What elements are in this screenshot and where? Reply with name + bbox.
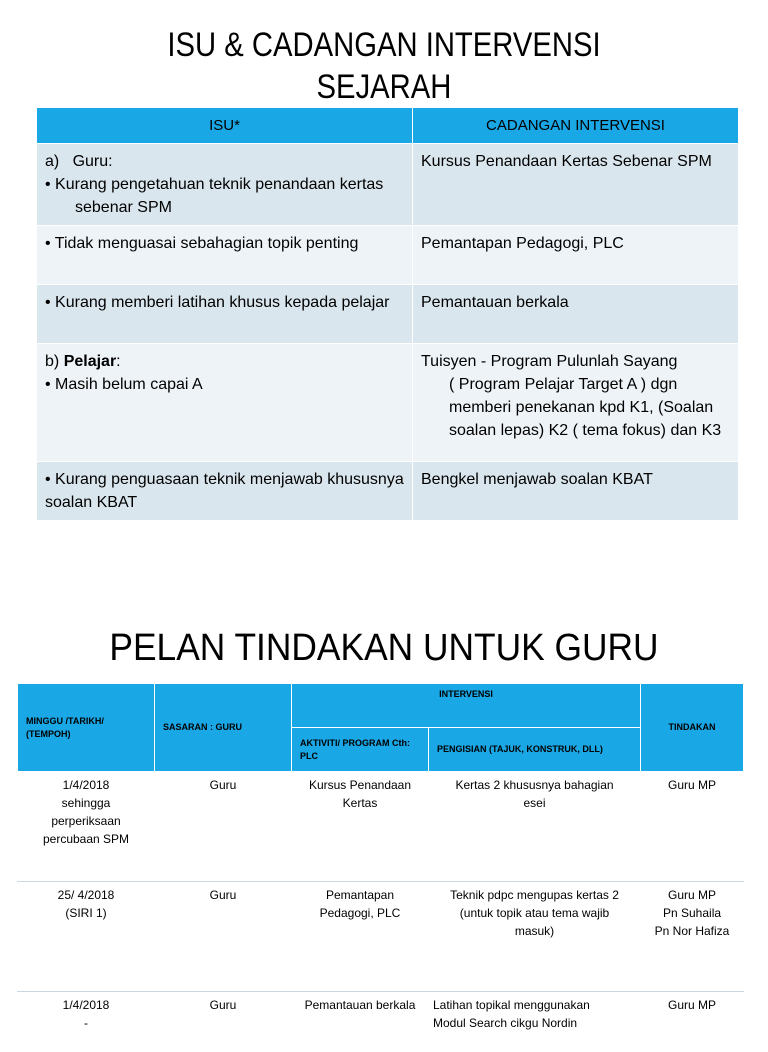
isu-cell bbox=[37, 344, 413, 462]
cell-minggu: 25/ 4/2018 (SIRI 1) bbox=[18, 882, 155, 992]
header-pengisian: PENGISIAN (TAJUK, KONSTRUK, DLL) bbox=[429, 728, 641, 772]
cell-aktiviti: Pemantapan Pedagogi, PLC bbox=[292, 882, 429, 992]
header-cadangan: CADANGAN INTERVENSI bbox=[413, 108, 739, 144]
table-row bbox=[37, 285, 739, 344]
table-row bbox=[18, 772, 744, 882]
isu-label: b) Pelajar: bbox=[45, 353, 121, 370]
cadangan-cell: Pemantapan Pedagogi, PLC bbox=[413, 226, 739, 285]
cell-pengisian: Latihan topikal menggunakan Modul Search cikgu Nordin bbox=[429, 992, 641, 1052]
cell-tindakan: Guru MP Pn Suhaila Pn Nor Hafiza bbox=[641, 882, 744, 992]
isu-cell: • Tidak menguasai sebahagian topik penting bbox=[37, 226, 413, 285]
cell-pengisian: Kertas 2 khususnya bahagian esei bbox=[429, 772, 641, 882]
table-row bbox=[18, 992, 744, 1052]
cell-sasaran: Guru bbox=[155, 882, 292, 992]
slide1-title bbox=[54, 24, 714, 108]
table-row bbox=[37, 462, 739, 521]
header-tindakan: TINDAKAN bbox=[641, 684, 744, 772]
table-row bbox=[18, 882, 744, 992]
isu-cell: • Kurang penguasaan teknik menjawab khususnya soalan KBAT bbox=[37, 462, 413, 521]
table-row bbox=[37, 144, 739, 226]
slide1-title-line2: SEJARAH bbox=[316, 68, 452, 106]
cell-sasaran: Guru bbox=[155, 992, 292, 1052]
table-header-row bbox=[18, 684, 744, 728]
cadangan-line1: Tuisyen - Program Pulunlah Sayang bbox=[421, 353, 678, 370]
cell-aktiviti: Pemantauan berkala bbox=[292, 992, 429, 1052]
cadangan-cell: Bengkel menjawab soalan KBAT bbox=[413, 462, 739, 521]
pelan-tindakan-table bbox=[17, 683, 744, 1052]
header-intervensi: INTERVENSI bbox=[292, 684, 641, 728]
header-minggu: MINGGU /TARIKH/ (TEMPOH) bbox=[18, 684, 155, 772]
header-sasaran: SASARAN : GURU bbox=[155, 684, 292, 772]
isu-cell bbox=[37, 144, 413, 226]
isu-bullet: • Kurang pengetahuan teknik penandaan kertas sebenar SPM bbox=[45, 176, 384, 216]
cell-pengisian: Teknik pdpc mengupas kertas 2 (untuk topik atau tema wajib masuk) bbox=[429, 882, 641, 992]
slide2-title: PELAN TINDAKAN UNTUK GURU bbox=[109, 627, 659, 669]
slide1-title-line1: ISU & CADANGAN INTERVENSI bbox=[167, 26, 601, 64]
header-isu: ISU* bbox=[37, 108, 413, 144]
isu-label: a) Guru: bbox=[45, 153, 113, 170]
isu-bullet: • Masih belum capai A bbox=[45, 376, 203, 393]
cell-sasaran: Guru bbox=[155, 772, 292, 882]
table-row bbox=[37, 344, 739, 462]
cadangan-line2: ( Program Pelajar Target A ) dgn memberi penekanan kpd K1, (Soalan soalan lepas) K2 ( tema fokus) dan K3 bbox=[449, 376, 722, 439]
isu-cell: • Kurang memberi latihan khusus kepada pelajar bbox=[37, 285, 413, 344]
cell-minggu: 1/4/2018 sehingga perperiksaan percubaan SPM bbox=[18, 772, 155, 882]
table-row bbox=[37, 226, 739, 285]
cell-minggu: 1/4/2018 - bbox=[18, 992, 155, 1052]
table-header-row bbox=[37, 108, 739, 144]
cell-tindakan: Guru MP bbox=[641, 772, 744, 882]
cadangan-cell: Kursus Penandaan Kertas Sebenar SPM bbox=[413, 144, 739, 226]
header-aktiviti: AKTIVITI/ PROGRAM Cth: PLC bbox=[292, 728, 429, 772]
cell-tindakan: Guru MP bbox=[641, 992, 744, 1052]
cadangan-cell: Pemantauan berkala bbox=[413, 285, 739, 344]
isu-cadangan-table bbox=[36, 107, 739, 521]
cell-aktiviti: Kursus Penandaan Kertas bbox=[292, 772, 429, 882]
cadangan-cell bbox=[413, 344, 739, 462]
